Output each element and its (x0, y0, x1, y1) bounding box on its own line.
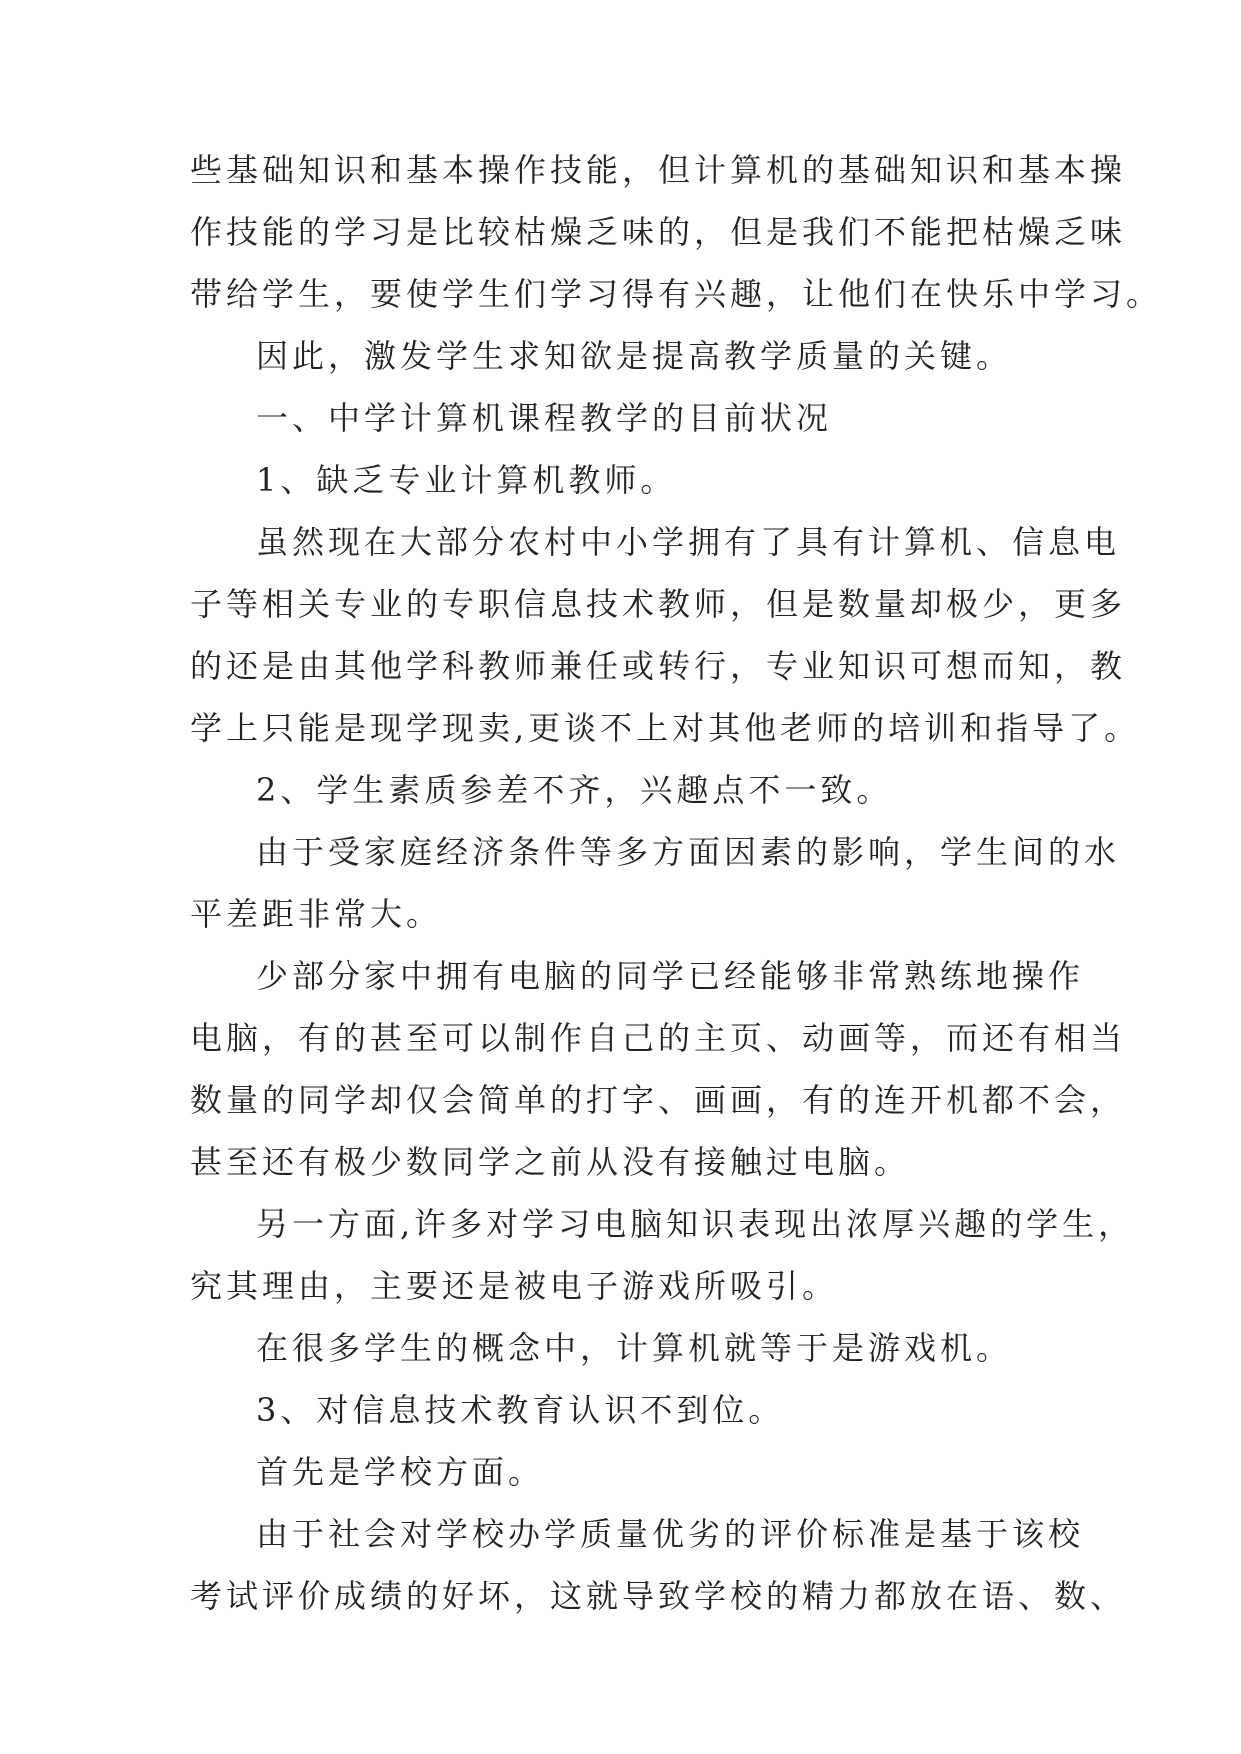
text-line: 的还是由其他学科教师兼任或转行，专业知识可想而知，教 (190, 647, 1127, 685)
text-line: 由于受家庭经济条件等多方面因素的影响，学生间的水 (256, 833, 1121, 871)
text-line: 虽然现在大部分农村中小学拥有了具有计算机、信息电 (256, 523, 1121, 561)
text-line: 子等相关专业的专职信息技术教师，但是数量却极少，更多 (190, 585, 1127, 623)
text-line: 电脑，有的甚至可以制作自己的主页、动画等，而还有相当 (190, 1019, 1127, 1057)
text-line: 因此，激发学生求知欲是提高教学质量的关键。 (256, 337, 1013, 375)
text-line: 考试评价成绩的好坏，这就导致学校的精力都放在语、数、 (190, 1577, 1127, 1615)
text-line: 带给学生，要使学生们学习得有兴趣，让他们在快乐中学习。 (190, 275, 1163, 313)
text-line: 少部分家中拥有电脑的同学已经能够非常熟练地操作 (256, 957, 1085, 995)
subheading: 2、学生素质参差不齐，兴趣点不一致。 (256, 771, 893, 809)
section-heading: 一、中学计算机课程教学的目前状况 (256, 399, 833, 437)
text-line: 学上只能是现学现卖,更谈不上对其他老师的培训和指导了。 (190, 709, 1141, 747)
text-line: 数量的同学却仅会简单的打字、画画，有的连开机都不会， (190, 1081, 1127, 1119)
text-line: 作技能的学习是比较枯燥乏味的，但是我们不能把枯燥乏味 (190, 213, 1127, 251)
text-line: 平差距非常大。 (190, 895, 443, 933)
text-line: 在很多学生的概念中，计算机就等于是游戏机。 (256, 1329, 1013, 1367)
text-line: 另一方面,许多对学习电脑知识表现出浓厚兴趣的学生， (256, 1205, 1135, 1243)
text-line: 甚至还有极少数同学之前从没有接触过电脑。 (190, 1143, 911, 1181)
text-line: 首先是学校方面。 (256, 1453, 545, 1491)
text-line: 些基础知识和基本操作技能，但计算机的基础知识和基本操 (190, 151, 1127, 189)
text-line: 由于社会对学校办学质量优劣的评价标准是基于该校 (256, 1515, 1085, 1553)
subheading: 3、对信息技术教育认识不到位。 (256, 1391, 785, 1429)
text-line: 究其理由，主要还是被电子游戏所吸引。 (190, 1267, 839, 1305)
subheading: 1、缺乏专业计算机教师。 (256, 461, 677, 499)
